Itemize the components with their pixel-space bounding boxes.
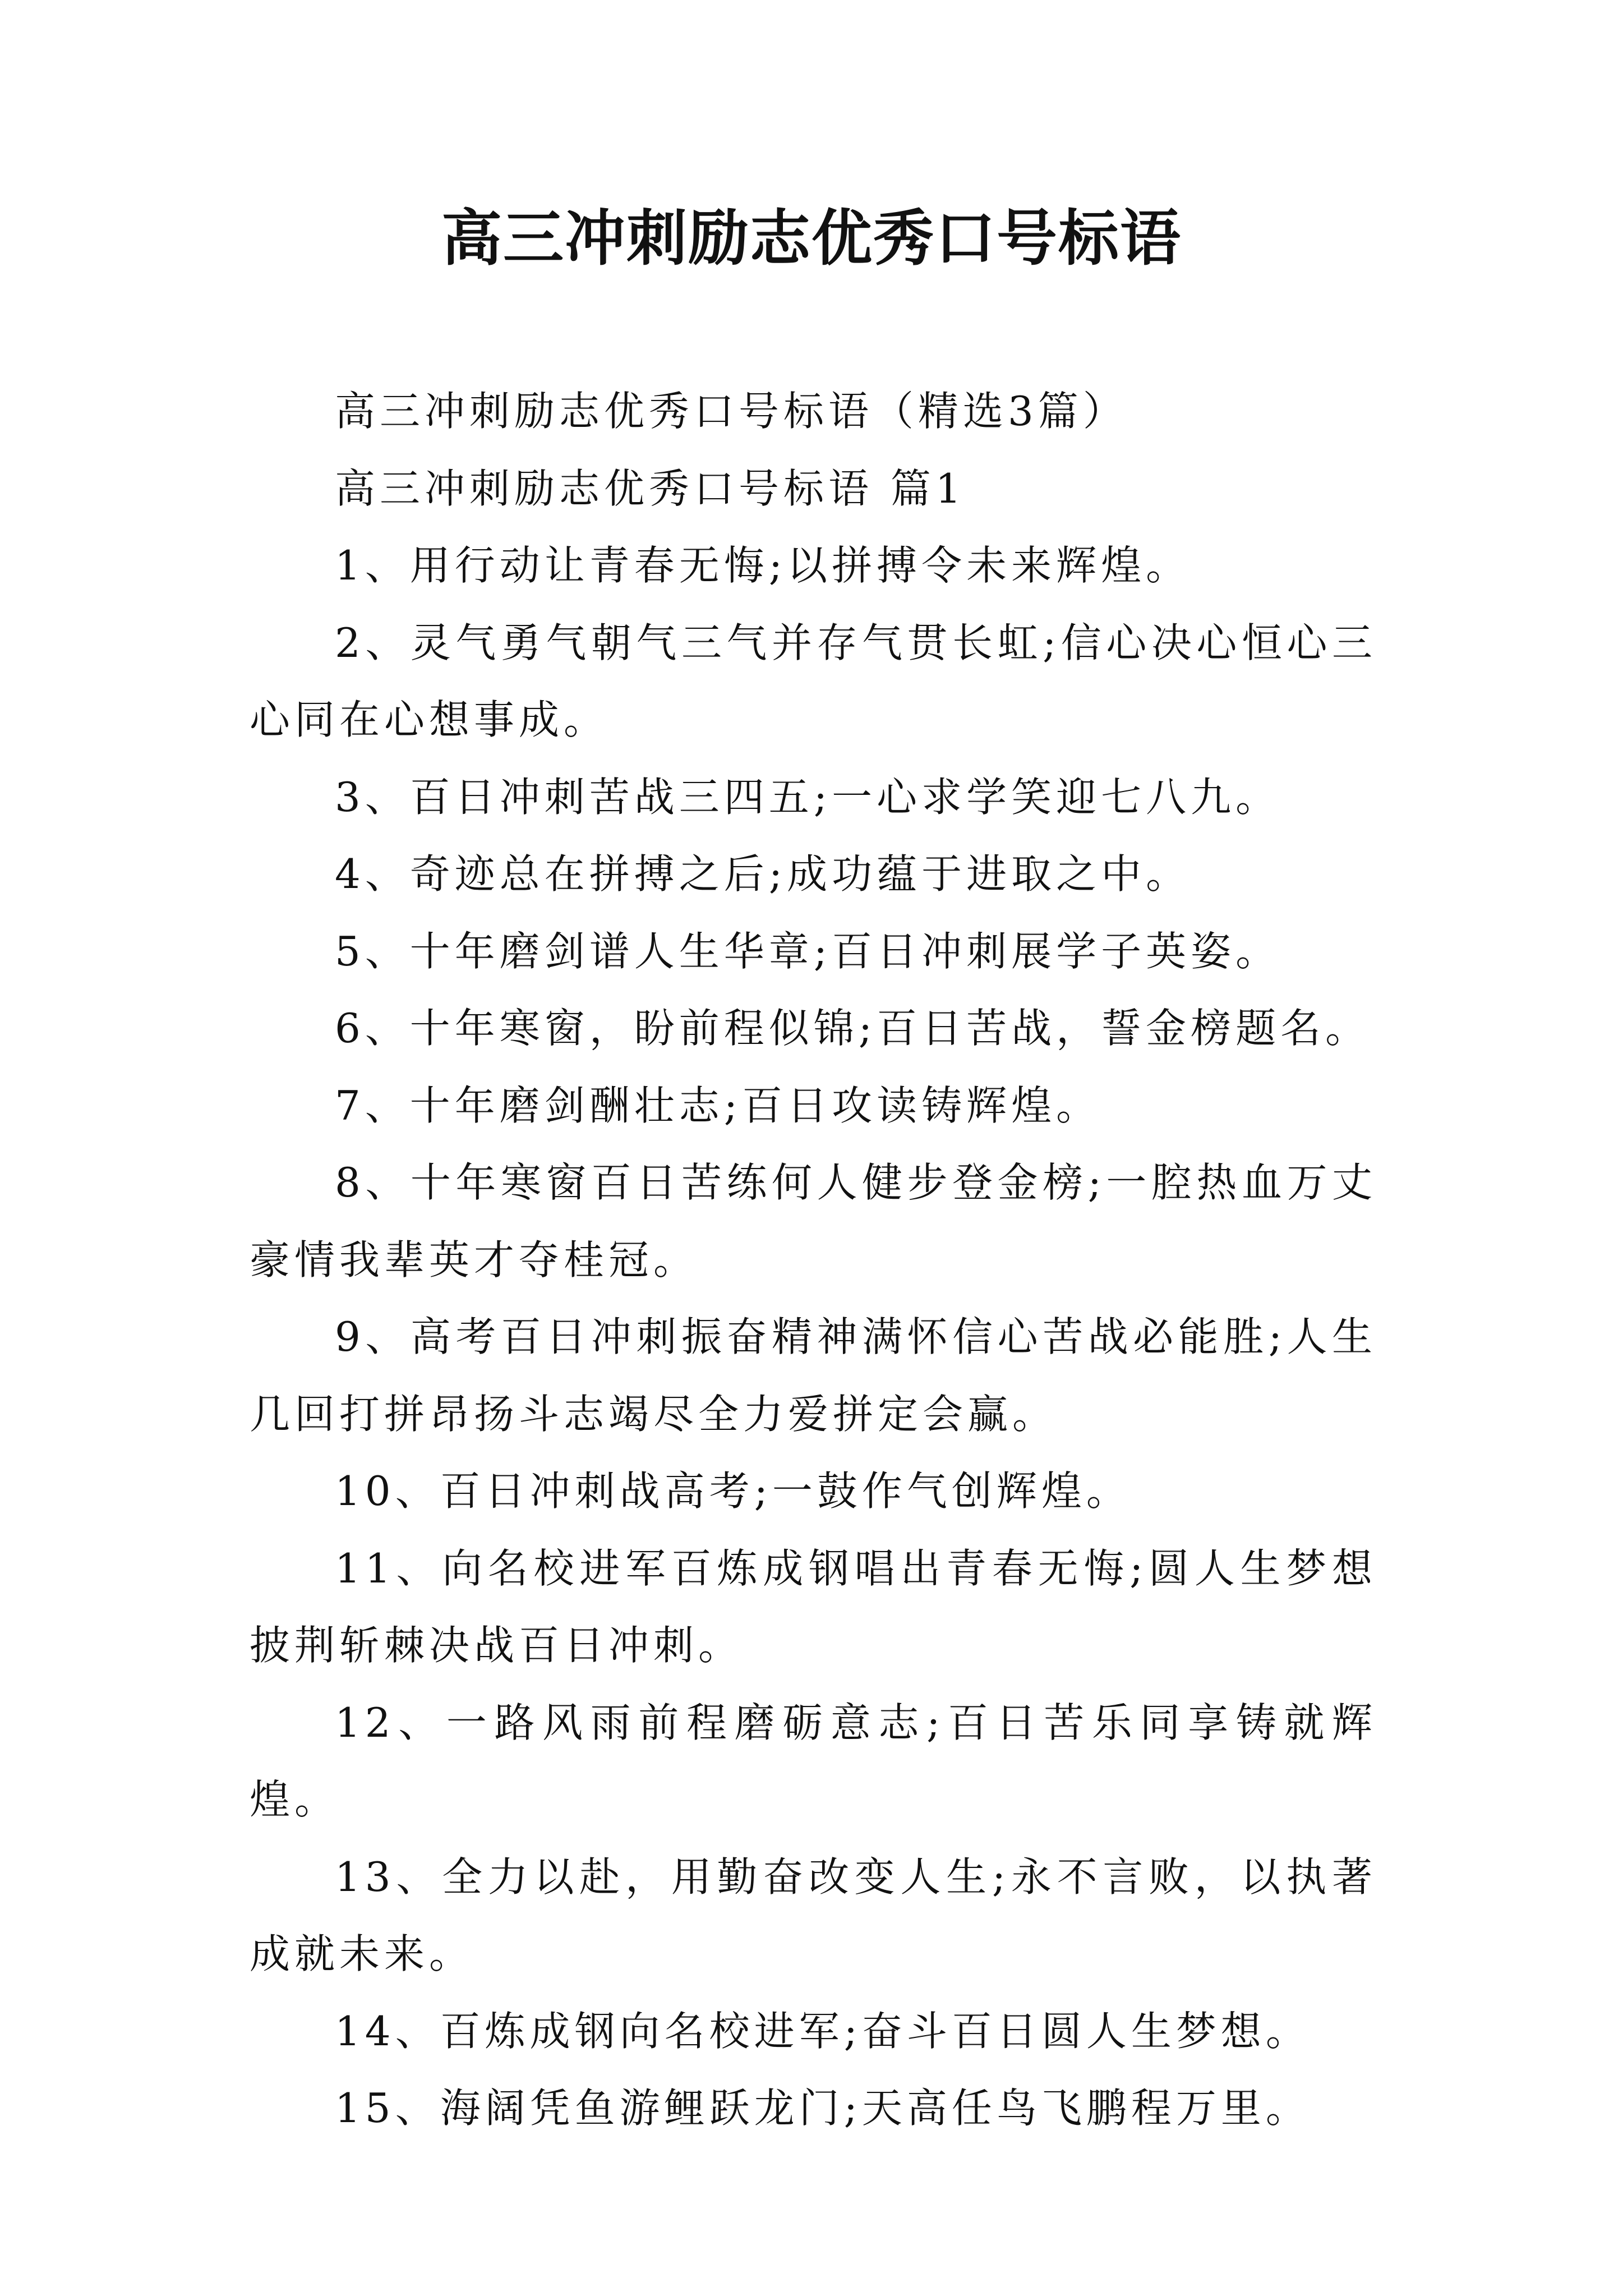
slogan-item: 12、一路风雨前程磨砺意志;百日苦乐同享铸就辉煌。: [250, 1699, 1377, 1823]
slogan-item: 11、向名校进军百炼成钢唱出青春无悔;圆人生梦想披荆斩棘决战百日冲刺。: [250, 1544, 1377, 1669]
slogan-item: 9、高考百日冲刺振奋精神满怀信心苦战必能胜;人生几回打拼昂扬斗志竭尽全力爱拼定会赢。: [250, 1313, 1377, 1438]
subtitle: 高三冲刺励志优秀口号标语（精选3篇）: [335, 388, 1128, 435]
document-body: [250, 373, 1377, 2147]
slogan-item: 15、海阔凭鱼游鲤跃龙门;天高任鸟飞鹏程万里。: [335, 2085, 1311, 2132]
slogan-item: 4、奇迹总在拼搏之后;成功蕴于进取之中。: [335, 850, 1191, 898]
slogan-item: 3、百日冲刺苦战三四五;一心求学笑迎七八九。: [335, 773, 1281, 821]
slogan-item: 14、百炼成钢向名校进军;奋斗百日圆人生梦想。: [335, 2007, 1311, 2055]
slogan-item: 6、十年寒窗，盼前程似锦;百日苦战，誓金榜题名。: [335, 1005, 1371, 1052]
slogan-item: 13、全力以赴，用勤奋改变人生;永不言败，以执著成就未来。: [250, 1853, 1377, 1977]
slogan-item: 2、灵气勇气朝气三气并存气贯长虹;信心决心恒心三心同在心想事成。: [250, 619, 1377, 743]
section-heading: 高三冲刺励志优秀口号标语 篇1: [335, 464, 966, 512]
slogan-item: 10、百日冲刺战高考;一鼓作气创辉煌。: [335, 1467, 1131, 1515]
slogan-item: 5、十年磨剑谱人生华章;百日冲刺展学子英姿。: [335, 927, 1281, 975]
slogan-item: 1、用行动让青春无悔;以拼搏令未来辉煌。: [335, 542, 1191, 589]
slogan-item: 7、十年磨剑酬壮志;百日攻读铸辉煌。: [335, 1082, 1101, 1129]
slogan-item: 8、十年寒窗百日苦练何人健步登金榜;一腔热血万丈豪情我辈英才夺桂冠。: [250, 1159, 1377, 1283]
document-title: 高三冲刺励志优秀口号标语: [441, 203, 1182, 274]
